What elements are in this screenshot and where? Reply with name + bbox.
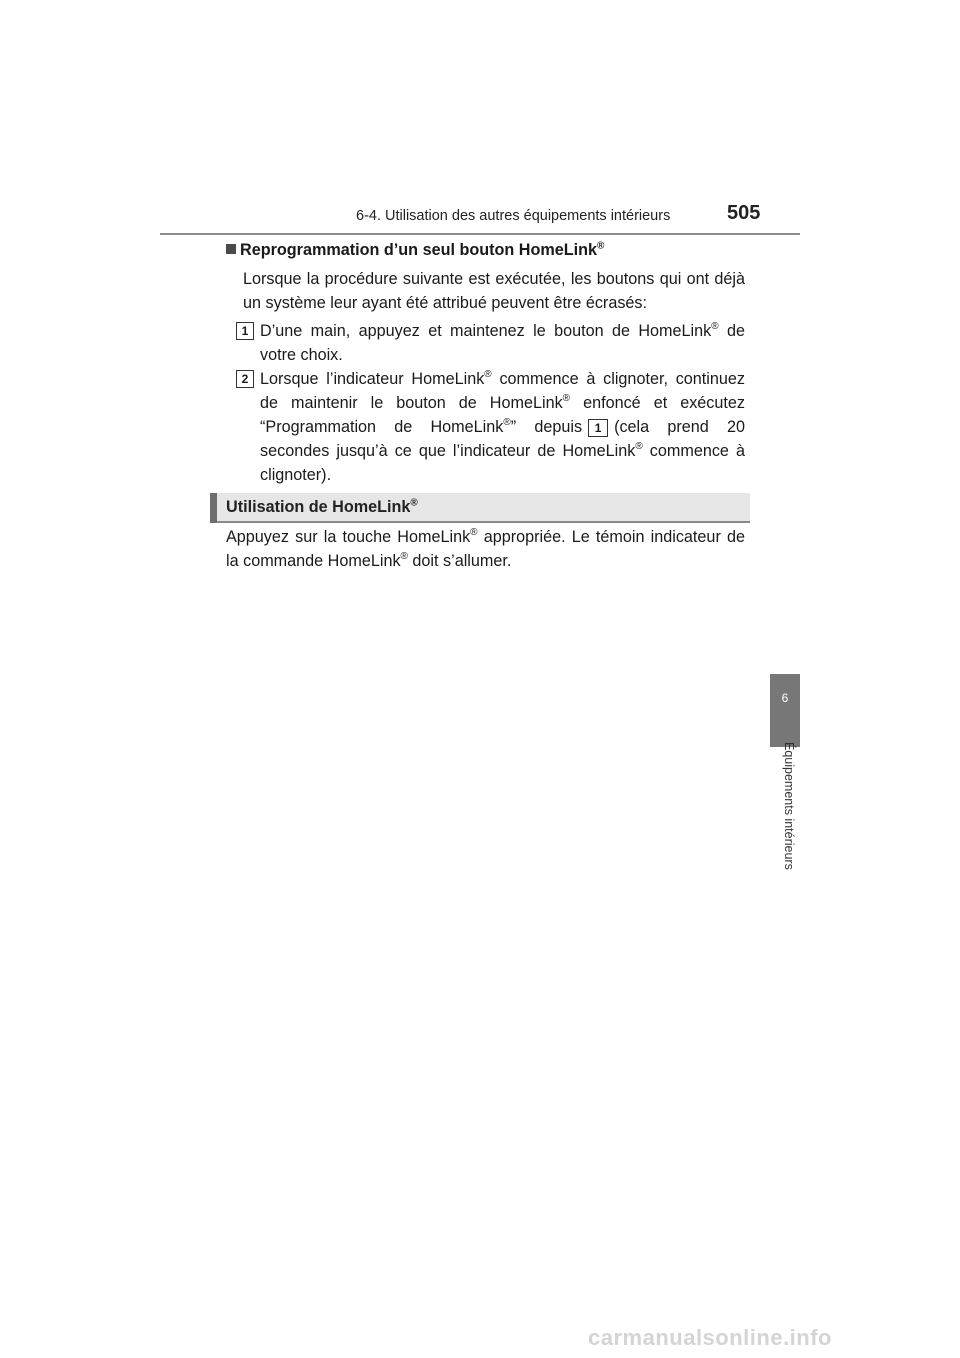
square-bullet-icon (226, 244, 236, 254)
registered-mark: ® (597, 240, 605, 252)
step-number-badge: 1 (236, 322, 254, 340)
watermark: carmanualsonline.info (588, 1325, 832, 1350)
step-text: Lorsque l’indicateur HomeLink® commence à clignoter, continuez de maintenir le bouton de HomeLink® enfoncé et exécutez “Programmation de HomeLink®” depuis 1 (cela prend 20 secondes jusqu’à ce que l’indicateur de HomeLink® commence à clignoter). (260, 368, 745, 484)
step-text: D’une main, appuyez et maintenez le bouton de HomeLink® de votre choix. (260, 320, 745, 364)
chapter-label: Équipements intérieurs (782, 742, 796, 870)
step-number-badge: 2 (236, 370, 254, 388)
sub-section-title: Reprogrammation d’un seul bouton HomeLink (240, 241, 598, 259)
chapter-tab: 6 (770, 674, 800, 747)
usage-paragraph: Appuyez sur la touche HomeLink® appropriée. Le témoin indicateur de la commande HomeLink® doit s’allumer. (226, 526, 745, 570)
step-reference-badge: 1 (588, 419, 608, 437)
section-heading-band (210, 493, 750, 523)
page-header-section: 6-4. Utilisation des autres équipements intérieurs (356, 208, 671, 224)
section-band-accent (210, 493, 217, 523)
page-number: 505 (727, 202, 761, 224)
section-title: Utilisation de HomeLink® (226, 497, 418, 516)
sub-section-heading (226, 241, 604, 260)
step-1 (236, 319, 745, 367)
step-2 (236, 367, 745, 487)
intro-paragraph: Lorsque la procédure suivante est exécutée, les boutons qui ont déjà un système leur ayant été attribué peuvent être écrasés: (243, 270, 745, 312)
header-rule (160, 233, 800, 235)
